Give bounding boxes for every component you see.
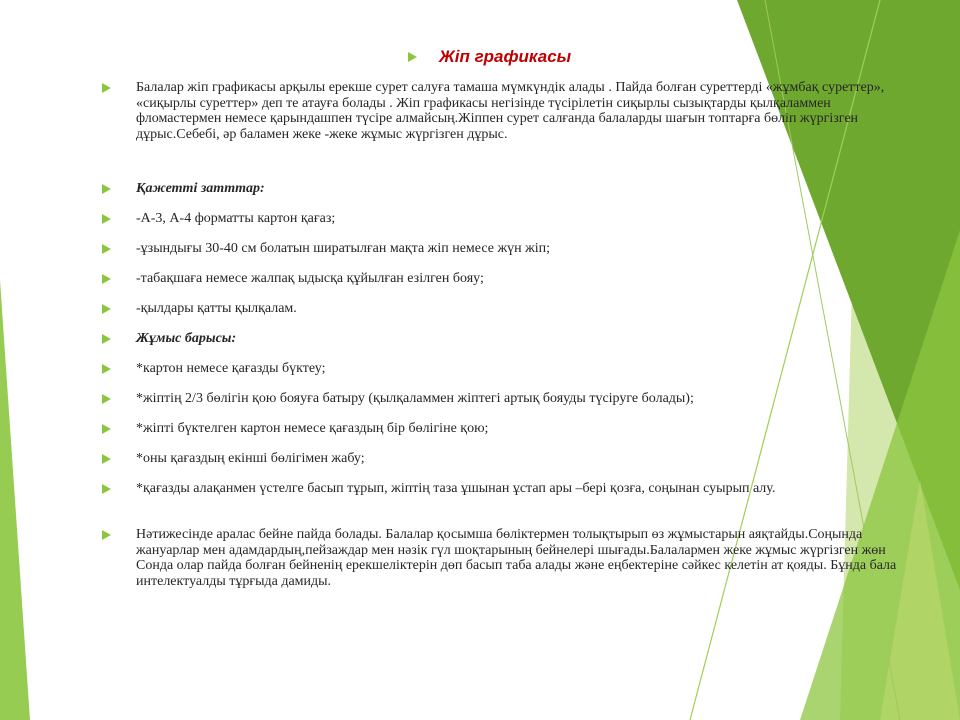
bullet-text: Нәтижесінде аралас бейне пайда болады. Балалар қосымша бөліктермен толықтырып өз жұмыстарын аяқтайды.Соңында жануарлар мен адамдардың,пейзаждар мен нәзік гүл шоқтарының бейнелері шығады.Балалармен жеке жұмыс жүргізген жөн Сонда олар пайда болған бейненің ерекшеліктерін дөп басып таба алады және еңбектеріне сәйкес келетін ат қояды. Бұнда бала интелектуалды тұрғыда дамиды. xyxy=(136,527,897,589)
bullet-result xyxy=(100,527,900,589)
bullet-step-4 xyxy=(100,451,900,467)
bullet-text: -табақшаға немесе жалпақ ыдысқа құйылған езілген бояу; xyxy=(136,271,484,286)
bullet-text: Балалар жіп графикасы арқылы ерекше сурет салуға тамаша мүмкүндік алады . Пайда болған суреттерді «жұмбақ суреттер», «сиқырлы суреттер» деп те атауға болады . Жіп графикасы негізінде түсірілетін сиқырлы сызықтарды қылқаламмен фломастермен немесе қарындашпен түсіре алмайсың.Жіппен сурет салғанда балаларды шағын топтарға бөліп жүргізген дұрыс.Себебі, әр баламен жеке -жеке жұмыс жүргізген дұрыс. xyxy=(136,80,885,142)
arrow-bullet-icon xyxy=(102,244,111,254)
bullet-step-1 xyxy=(100,361,900,377)
bullet-text: -ұзындығы 30-40 см болатын ширатылған мақта жіп немесе жүн жіп; xyxy=(136,241,551,256)
arrow-bullet-icon xyxy=(102,530,111,540)
bullet-intro xyxy=(100,80,900,142)
arrow-bullet-icon xyxy=(102,424,111,434)
arrow-bullet-icon xyxy=(102,274,111,284)
slide-title: Жіп графикасы xyxy=(439,47,572,66)
arrow-bullet-icon xyxy=(102,364,111,374)
arrow-bullet-icon xyxy=(102,454,111,464)
bullet-text: *жіптің 2/3 бөлігін қою бояуға батыру (қылқаламмен жіптегі артық бояуды түсіруге болады); xyxy=(136,391,694,406)
bullet-step-3 xyxy=(100,421,900,437)
bullet-material-1 xyxy=(100,211,900,227)
bullet-step-2 xyxy=(100,391,900,407)
bullet-text: Қажетті затттар: xyxy=(136,181,265,196)
bullet-text: Жұмыс барысы: xyxy=(136,331,237,346)
bullet-text: *картон немесе қағазды бүктеу; xyxy=(136,361,326,376)
arrow-bullet-icon xyxy=(408,52,417,62)
bullet-materials-heading xyxy=(100,181,900,197)
arrow-bullet-icon xyxy=(102,394,111,404)
arrow-bullet-icon xyxy=(102,214,111,224)
bullet-process-heading xyxy=(100,331,900,347)
bullet-text: -А-3, А-4 форматты картон қағаз; xyxy=(136,211,336,226)
bullet-material-3 xyxy=(100,271,900,287)
left-bottom-triangle xyxy=(0,280,30,720)
bullet-list xyxy=(100,80,900,589)
bullet-step-5 xyxy=(100,481,900,497)
bullet-material-2 xyxy=(100,241,900,257)
arrow-bullet-icon xyxy=(102,184,111,194)
arrow-bullet-icon xyxy=(102,484,111,494)
bullet-material-4 xyxy=(100,301,900,317)
arrow-bullet-icon xyxy=(102,304,111,314)
arrow-bullet-icon xyxy=(102,83,111,93)
title-row xyxy=(408,44,571,70)
bullet-text: -қылдары қатты қылқалам. xyxy=(136,301,297,316)
bullet-text: *жіпті бүктелген картон немесе қағаздың бір бөлігіне қою; xyxy=(136,421,489,436)
arrow-bullet-icon xyxy=(102,334,111,344)
bullet-text: *оны қағаздың екінші бөлігімен жабу; xyxy=(136,451,365,466)
bullet-text: *қағазды алақанмен үстелге басып тұрып, жіптің таза ұшынан ұстап ары –бері қозға, соңынан суырып алу. xyxy=(136,481,776,496)
